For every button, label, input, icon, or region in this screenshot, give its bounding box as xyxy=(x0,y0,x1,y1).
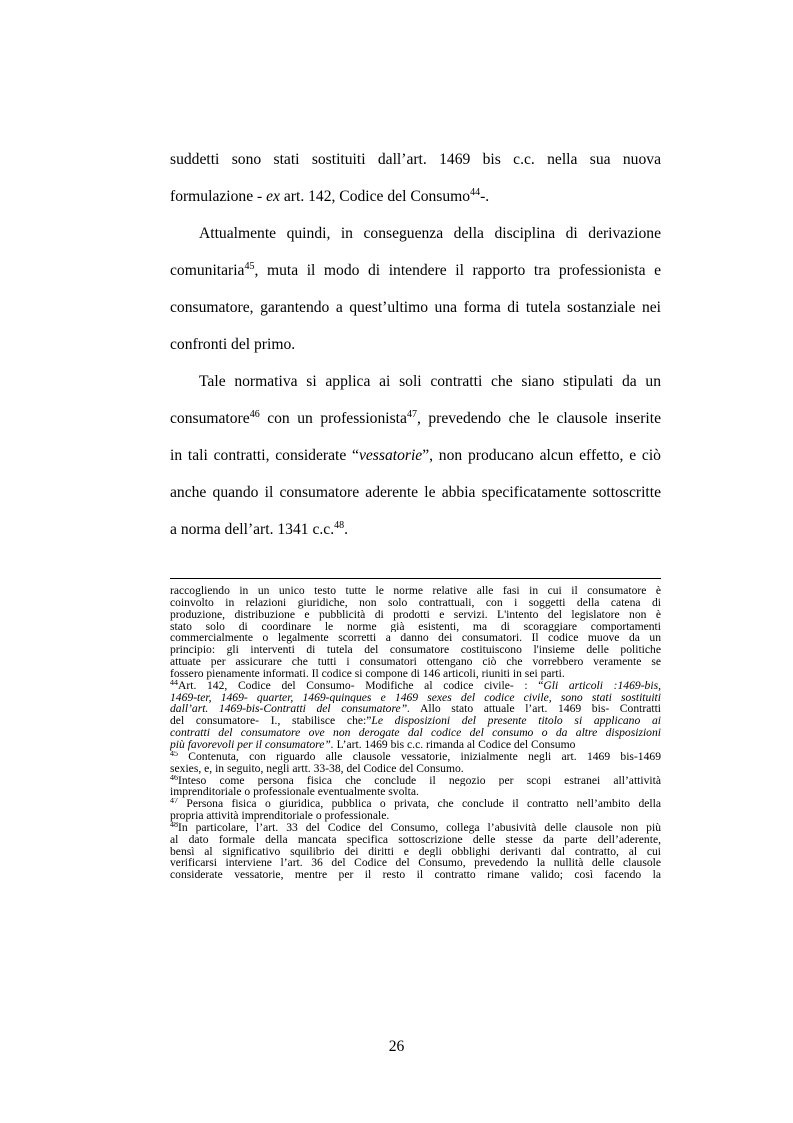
footnote-number: 45 xyxy=(170,750,178,758)
footnote-ref-48[interactable]: 48 xyxy=(334,520,345,531)
page-number: 26 xyxy=(388,1038,405,1055)
line-text: Art. 142, Codice del Consumo- Modifiche al codice civile- : “ xyxy=(178,679,544,692)
line-text: -. xyxy=(480,188,490,205)
line-text: suddetti sono stati sostituiti dall’art. 1469 bis c.c. nella sua nuova xyxy=(170,151,661,168)
text-line xyxy=(170,511,661,548)
line-text: L’art. 1469 bis c.c. rimanda al Codice del Consumo xyxy=(333,738,576,751)
line-text: propria attività imprenditoriale o professionale. xyxy=(170,810,390,822)
footnote-number: 48 xyxy=(170,821,178,829)
italic-text: Le disposizioni del presente titolo si applicano ai xyxy=(371,715,661,728)
footnote-line xyxy=(170,786,661,798)
italic-term: ex xyxy=(266,188,280,205)
text-line xyxy=(170,400,661,437)
line-text: produzione, distribuzione e pubblicità di prodotti e servizi. L'intento del legislatore non è xyxy=(170,608,661,621)
footnote-line xyxy=(170,585,661,597)
line-text: Attualmente quindi, in conseguenza della disciplina di derivazione xyxy=(199,225,661,242)
line-text: Persona fisica o giuridica, pubblica o privata, che conclude il contratto nell’ambito della xyxy=(178,798,661,811)
line-text: imprenditoriale o professionale eventualmente svolta. xyxy=(170,786,419,799)
footnote-number: 46 xyxy=(170,774,178,782)
footnote-line xyxy=(170,703,661,715)
line-text: Allo stato attuale l’art. 1469 bis- Contratti xyxy=(410,703,661,716)
line-text: attuate per assicurare che tutti i consumatori ottengano ciò che vorrebbero veramente se xyxy=(170,656,661,668)
line-text: fossero pienamente informati. Il codice si compone di 146 articoli, riuniti in sei parti. xyxy=(170,667,565,680)
line-text: sexies, e, in seguito, negli artt. 33-38, del Codice del Consumo. xyxy=(170,762,464,775)
footnote-number: 47 xyxy=(170,798,178,806)
line-text: . xyxy=(344,521,349,538)
footnote-number: 44 xyxy=(170,679,178,687)
footnote-line xyxy=(170,656,661,668)
footnote-line xyxy=(170,668,661,680)
line-text: formulazione - xyxy=(170,188,267,205)
footnote-45 xyxy=(170,751,661,763)
line-text: al dato formale della mancata specifica sottoscrizione delle stesse da parte dell’aderente, xyxy=(170,833,661,846)
text-line xyxy=(170,437,661,474)
footnote-line xyxy=(170,810,661,822)
line-text: Inteso come persona fisica che conclude il negozio per scopi estranei all’attività xyxy=(178,774,661,787)
line-text: comunitaria xyxy=(170,262,245,279)
line-text: principio: gli interventi di tutela del consumatore costituiscono l'insieme delle politiche xyxy=(170,644,661,657)
footnote-line xyxy=(170,597,661,609)
footnote-line xyxy=(170,834,661,846)
footnote-line xyxy=(170,621,661,633)
footnote-line xyxy=(170,763,661,775)
text-line xyxy=(170,252,661,289)
footnote-ref-47[interactable]: 47 xyxy=(406,409,417,420)
text-line xyxy=(170,215,661,252)
line-text: considerate vessatorie, mentre per il resto il contratto rimane valido; così facendo la xyxy=(170,869,661,882)
footnote-ref-46[interactable]: 46 xyxy=(249,409,260,420)
italic-text: contratti del consumatore ove non derogate dal codice del consumo o da altre disposizioni xyxy=(170,727,661,739)
footnote-line xyxy=(170,857,661,869)
line-text: a norma dell’art. 1341 c.c. xyxy=(170,521,335,538)
footnote-44 xyxy=(170,680,661,692)
line-text: con un professionista xyxy=(259,410,407,427)
italic-text: più favorevoli per il consumatore”. xyxy=(170,738,334,751)
footnote-line xyxy=(170,846,661,858)
footnote-ref-44[interactable]: 44 xyxy=(470,187,481,198)
footnote-line xyxy=(170,692,661,704)
footnote-line xyxy=(170,609,661,621)
line-text: verificarsi interviene l’art. 36 del Codice del Consumo, prevedendo la nullità delle clausole xyxy=(170,857,661,870)
line-text: ”, non producano alcun effetto, e ciò xyxy=(422,447,661,464)
line-text: Contenuta, con riguardo alle clausole vessatorie, inizialmente negli art. 1469 bis-1469 xyxy=(178,750,661,763)
line-text: confronti del primo. xyxy=(170,336,296,353)
footnote-line xyxy=(170,739,661,751)
footnote-line xyxy=(170,632,661,644)
line-text: art. 142, Codice del Consumo xyxy=(279,188,471,205)
italic-text: 1469-ter, 1469- quarter, 1469-quinques e 1469 sexes del codice civile, sono stati sostituiti xyxy=(170,691,661,704)
footnote-line xyxy=(170,644,661,656)
line-text: , prevedendo che le clausole inserite xyxy=(416,410,661,427)
footnotes xyxy=(170,585,661,881)
italic-text: dall’art. 1469-bis-Contratti del consumatore”. xyxy=(170,703,411,716)
line-text: raccogliendo in un unico testo tutte le norme relative alle fasi in cui il consumatore è xyxy=(170,585,661,597)
text-line xyxy=(170,141,661,178)
line-text: Tale normativa si applica ai soli contratti che siano stipulati da un xyxy=(199,373,661,390)
italic-text: Gli articoli :1469-bis, xyxy=(543,679,661,692)
italic-term: vessatorie xyxy=(358,447,423,464)
line-text: stato solo di coordinare le norme già esistenti, ma di scoraggiare comportamenti xyxy=(170,620,661,633)
text-line xyxy=(170,474,661,511)
footnote-line xyxy=(170,727,661,739)
text-line xyxy=(170,363,661,400)
line-text: In particolare, l’art. 33 del Codice del Consumo, collega l’abusività delle clausole non più xyxy=(178,821,661,834)
line-text: consumatore xyxy=(170,410,250,427)
text-line xyxy=(170,326,661,363)
footnote-46 xyxy=(170,775,661,787)
line-text: anche quando il consumatore aderente le abbia specificatamente sottoscritte xyxy=(170,484,661,501)
line-text: del consumatore- I., stabilisce che:” xyxy=(170,715,372,728)
footnote-separator xyxy=(170,578,661,579)
line-text: coinvolto in relazioni giuridiche, non solo contrattuali, con i soggetti della catena di xyxy=(170,596,661,609)
line-text: bensì al significativo squilibrio dei diritti e degli obblighi derivanti dal contratto, al cui xyxy=(170,845,661,858)
line-text: commercialmente o legalmente scorretti a danno dei consumatori. Il codice muove da un xyxy=(170,632,661,645)
footnote-line xyxy=(170,715,661,727)
main-text xyxy=(170,141,661,548)
footnote-48 xyxy=(170,822,661,834)
footnote-line xyxy=(170,869,661,881)
text-line xyxy=(170,289,661,326)
footnote-ref-45[interactable]: 45 xyxy=(244,261,255,272)
line-text: in tali contratti, considerate “ xyxy=(170,447,359,464)
footnote-47 xyxy=(170,798,661,810)
text-line xyxy=(170,178,661,215)
line-text: consumatore, garantendo a quest’ultimo una forma di tutela sostanziale nei xyxy=(170,299,661,316)
line-text: , muta il modo di intendere il rapporto tra professionista e xyxy=(254,262,661,279)
